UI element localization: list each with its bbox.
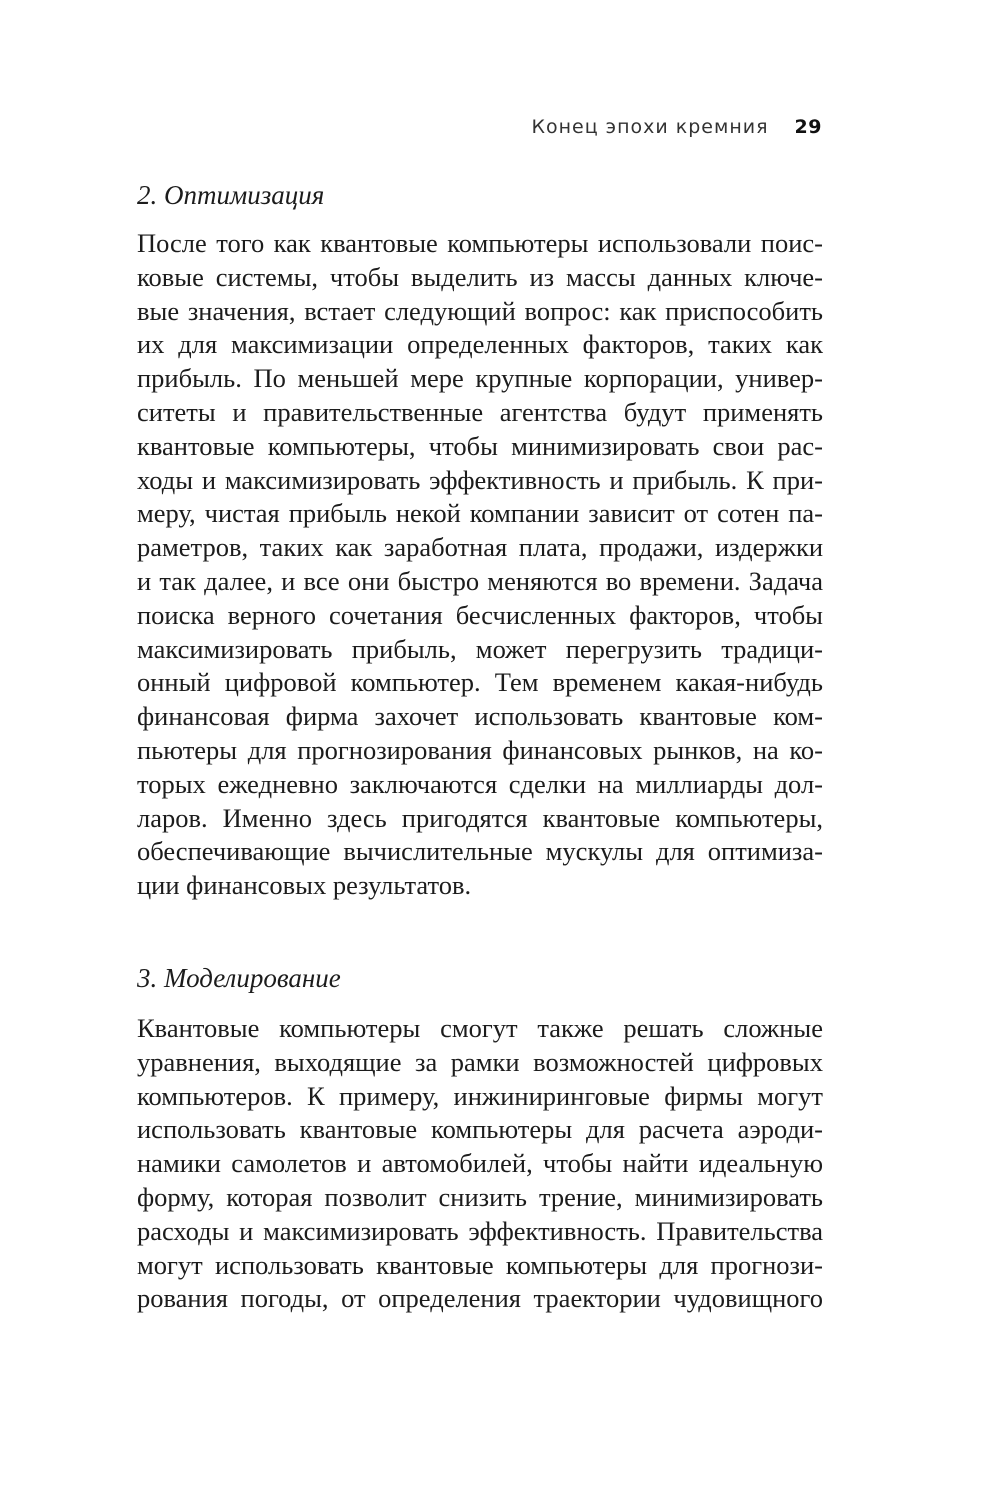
- text-line: меру, чистая прибыль некой компании зависит от сотен па-: [137, 498, 823, 529]
- text-line: После того как квантовые компьютеры использовали поис-: [137, 228, 823, 258]
- running-head-title: Конец эпохи кремния: [531, 116, 769, 138]
- text-line: финансовая фирма захочет использовать квантовые ком-: [137, 701, 823, 732]
- text-line: ции финансовых результатов.: [137, 870, 472, 901]
- section-heading-optimization: 2. Оптимизация: [137, 180, 325, 210]
- text-line: Квантовые компьютеры смогут также решать сложные: [137, 1013, 823, 1043]
- text-line: их для максимизации определенных факторов, таких как: [137, 329, 823, 360]
- text-line: ходы и максимизировать эффективность и прибыль. К при-: [137, 464, 823, 495]
- paragraph-modeling: [137, 1012, 823, 1316]
- text-line: прибыль. По меньшей мере крупные корпорации, универ-: [137, 363, 823, 394]
- paragraph-optimization: [137, 227, 823, 903]
- text-line: форму, которая позволит снизить трение, минимизировать: [137, 1181, 823, 1212]
- text-line: ларов. Именно здесь пригодятся квантовые компьютеры,: [137, 802, 823, 833]
- text-line: онный цифровой компьютер. Тем временем какая-нибудь: [137, 667, 823, 698]
- text-line: пьютеры для прогнозирования финансовых рынков, на ко-: [137, 734, 823, 765]
- running-head: [531, 116, 822, 138]
- page-number: 29: [794, 116, 822, 138]
- text-line: использовать квантовые компьютеры для расчета аэроди-: [137, 1114, 823, 1145]
- text-line: обеспечивающие вычислительные мускулы для оптимиза-: [137, 836, 823, 867]
- text-line: торых ежедневно заключаются сделки на миллиарды дол-: [137, 768, 823, 799]
- text-line: уравнения, выходящие за рамки возможностей цифровых: [137, 1046, 823, 1077]
- text-line: поиска верного сочетания бесчисленных факторов, чтобы: [137, 599, 823, 630]
- text-line: и так далее, и все они быстро меняются во времени. Задача: [137, 565, 823, 596]
- text-line: намики самолетов и автомобилей, чтобы найти идеальную: [137, 1148, 823, 1179]
- text-line: ковые системы, чтобы выделить из массы данных ключе-: [137, 261, 823, 292]
- text-line: раметров, таких как заработная плата, продажи, издержки: [137, 532, 823, 563]
- text-line: компьютеров. К примеру, инжиниринговые фирмы могут: [137, 1080, 823, 1111]
- text-line: квантовые компьютеры, чтобы минимизировать свои рас-: [137, 430, 823, 461]
- text-line: вые значения, встает следующий вопрос: как приспособить: [137, 295, 823, 326]
- text-line: расходы и максимизировать эффективность. Правительства: [137, 1215, 823, 1246]
- section-heading-modeling: 3. Моделирование: [137, 963, 341, 993]
- text-line: рования погоды, от определения траектории чудовищного: [137, 1283, 823, 1314]
- text-line: могут использовать квантовые компьютеры для прогнози-: [137, 1249, 823, 1280]
- text-line: максимизировать прибыль, может перегрузить традици-: [137, 633, 823, 664]
- text-line: ситеты и правительственные агентства будут применять: [137, 396, 823, 427]
